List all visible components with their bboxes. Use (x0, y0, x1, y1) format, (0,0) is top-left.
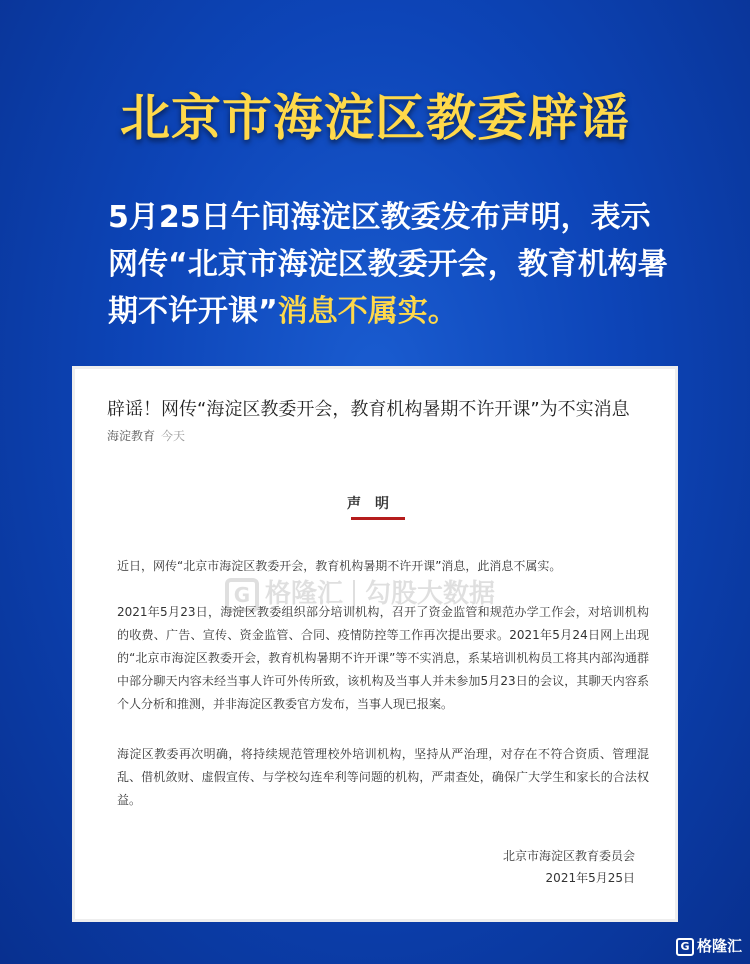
signature-org: 北京市海淀区教育委员会 (502, 849, 635, 863)
declaration-underline (351, 517, 405, 520)
article-card (72, 366, 678, 922)
paragraph-1: 近日，网传“北京市海淀区教委开会，教育机构暑期不许开课”消息，此消息不属实。 (117, 559, 562, 573)
brand-text: 格隆汇 (696, 937, 742, 955)
paragraph-3: 海淀区教委再次明确，将持续规范管理校外培训机构，坚持从严治理，对存在不符合资质、管理混乱、借机敛财、虚假宣传、与学校勾连牟利等问题的机构，严肃查处，确保广大学生和家长的合法权益。 (117, 747, 649, 807)
brand-logo-icon: G (676, 938, 694, 956)
headline: 北京市海淀区教委辟谣 (120, 89, 630, 147)
intro-body: 5月25日午间海淀区教委发布声明，表示网传“北京市海淀区教委开会，教育机构暑期不许开课” (108, 200, 668, 329)
article-title: 辟谣！网传“海淀区教委开会，教育机构暑期不许开课”为不实消息 (107, 399, 630, 420)
watermark-tagline: 勾股大数据 (365, 579, 496, 609)
signature-date: 2021年5月25日 (545, 871, 635, 885)
article-meta (107, 427, 185, 444)
intro-highlight: 消息不属实。 (277, 294, 458, 329)
article-source[interactable]: 海淀教育 (107, 429, 156, 443)
paragraph-2: 2021年5月23日，海淀区教委组织部分培训机构，召开了资金监管和规范办学工作会，对培训机构的收费、广告、宣传、资金监管、合同、疫情防控等工作再次提出要求。2021年5月24日网上出现的“北京市海淀区教委开会，教育机构暑期不许开课”等不实消息，系某培训机构员工将其内部沟通群中部分聊天内容未经当事人许可外传所致，该机构及当事人并未参加5月23日的会议，其聊天内容系个人分析和推测，并非海淀区教委官方发布，当事人现已报案。 (117, 605, 649, 711)
watermark-logo-icon: G (225, 578, 259, 612)
article-time: 今天 (161, 429, 186, 443)
corner-brand (676, 935, 742, 956)
intro-text (108, 194, 668, 335)
watermark-brand: 格隆汇 (265, 579, 344, 609)
declaration-title: 声明 (347, 496, 403, 512)
